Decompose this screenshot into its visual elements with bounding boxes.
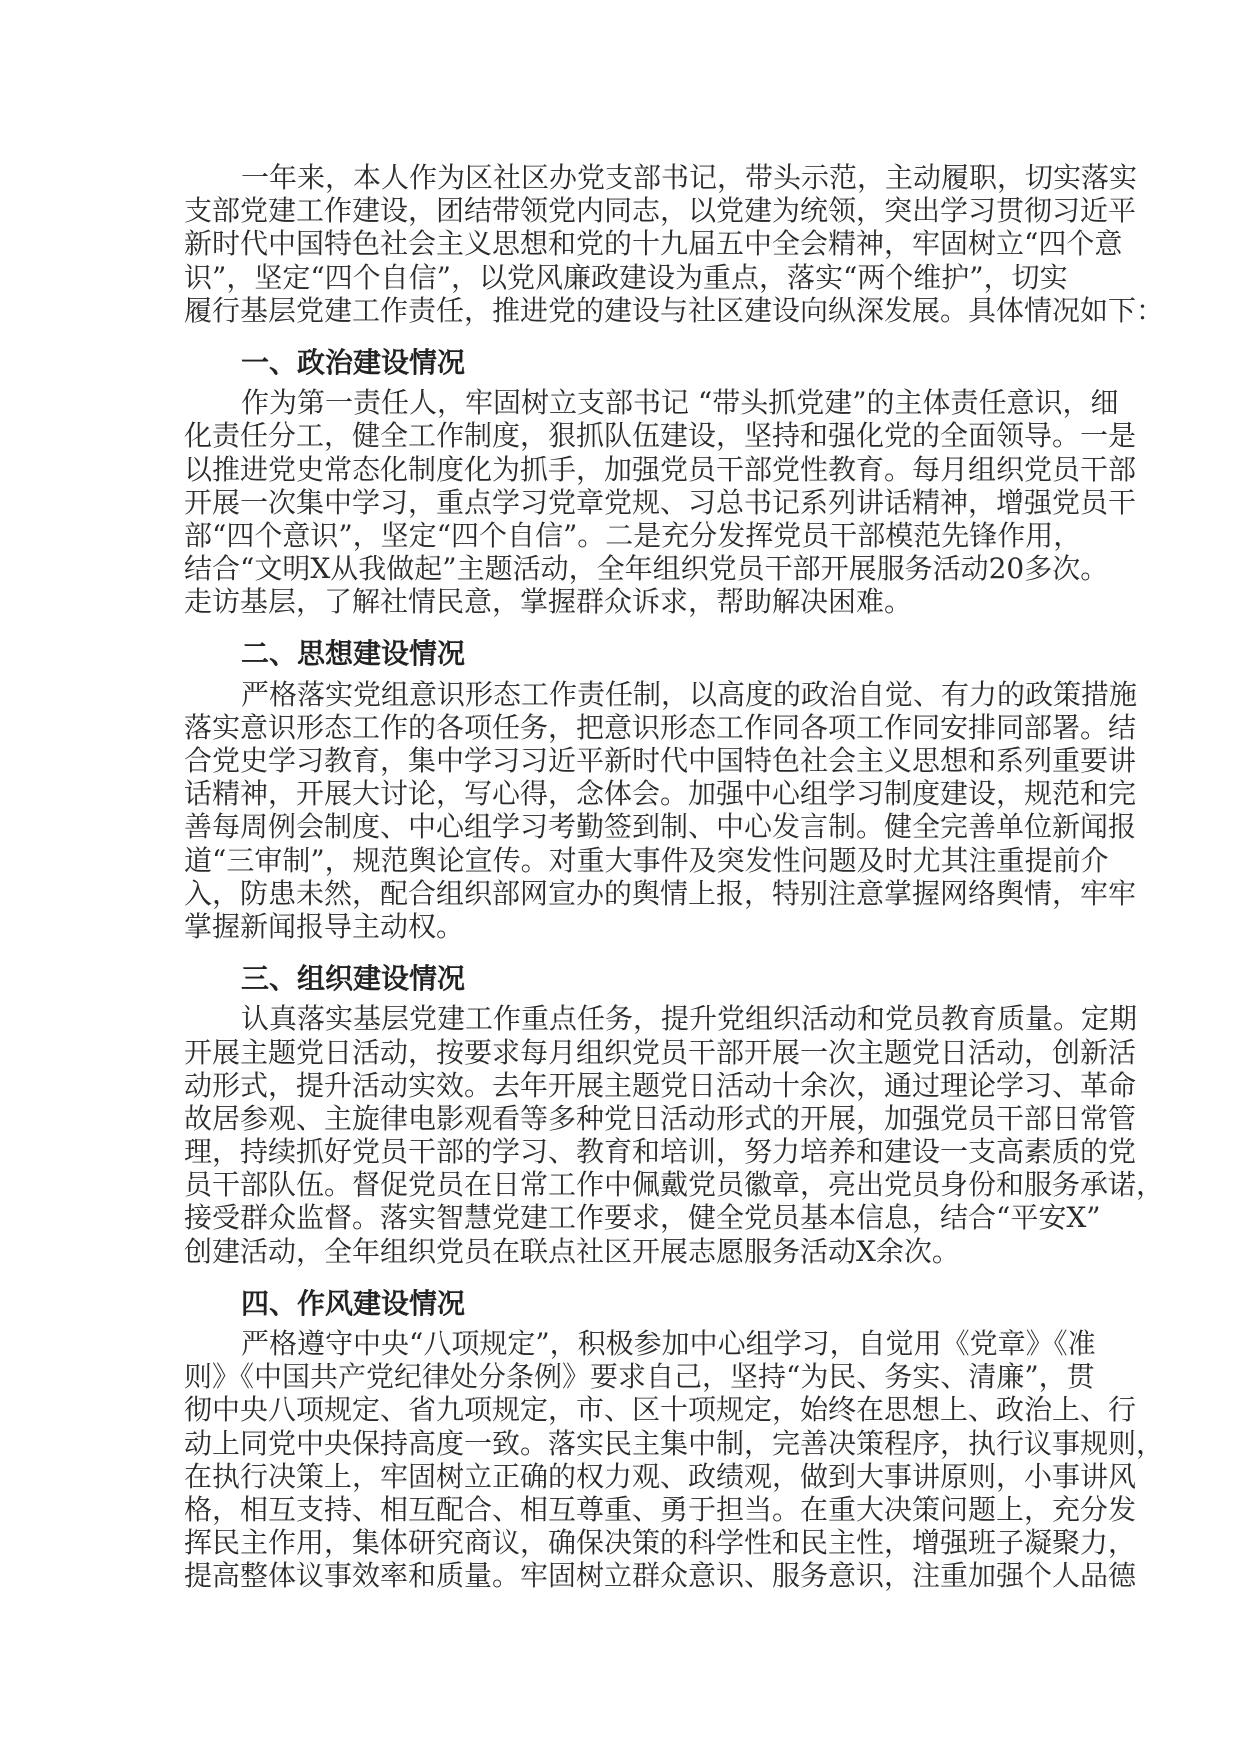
paragraph-line: 认真落实基层党建工作重点任务，提升党组织活动和党员教育质量。定期 (241, 1002, 1138, 1036)
paragraph-line: 一年来，本人作为区社区办党支部书记，带头示范，主动履职，切实落实 (241, 161, 1138, 194)
paragraph-line: 创建活动，全年组织党员在联点社区开展志愿服务活动X余次。 (184, 1234, 960, 1268)
paragraph-line: 部“四个意识”，坚定“四个自信”。二是充分发挥党员干部模范先锋作用， (184, 518, 1082, 552)
paragraph-line: 话精神，开展大讨论，写心得，念体会。加强中心组学习制度建设，规范和完 (184, 777, 1137, 811)
paragraph-line: 掌握新闻报导主动权。 (184, 909, 465, 943)
body-paragraph (184, 1002, 1165, 1268)
body-paragraph (184, 161, 1165, 327)
paragraph-line: 严格遵守中央“八项规定”，积极参加中心组学习，自觉用《党章》《准 (241, 1327, 1096, 1361)
document-body (184, 161, 1165, 1593)
paragraph-line: 结合“文明X从我做起”主题活动，全年组织党员干部开展服务活动20多次。 (184, 552, 1109, 586)
paragraph-line: 挥民主作用，集体研究商议，确保决策的科学性和民主性，增强班子凝聚力， (184, 1526, 1137, 1560)
paragraph-line: 支部党建工作建设，团结带领党内同志，以党建为统领，突出学习贯彻习近平 (184, 194, 1137, 228)
paragraph-line: 开展一次集中学习，重点学习党章党规、习总书记系列讲话精神，增强党员干 (184, 485, 1137, 519)
paragraph-line: 作为第一责任人，牢固树立支部书记 “带头抓党建”的主体责任意识，细 (241, 386, 1119, 420)
paragraph-line: 员干部队伍。督促党员在日常工作中佩戴党员徽章，亮出党员身份和服务承诺， (184, 1168, 1165, 1202)
section-heading-3: 三、组织建设情况 (241, 962, 466, 996)
paragraph-line: 提高整体议事效率和质量。牢固树立群众意识、服务意识，注重加强个人品德 (184, 1559, 1137, 1593)
paragraph-line: 落实意识形态工作的各项任务，把意识形态工作同各项工作同安排同部署。结 (184, 710, 1137, 744)
paragraph-line: 善每周例会制度、中心组学习考勤签到制、中心发言制。健全完善单位新闻报 (184, 810, 1137, 844)
body-paragraph (184, 677, 1138, 944)
body-paragraph (184, 386, 1137, 619)
paragraph-line: 严格落实党组意识形态工作责任制，以高度的政治自觉、有力的政策措施 (241, 677, 1138, 711)
paragraph-line: 理，持续抓好党员干部的学习、教育和培训，努力培养和建设一支高素质的党 (184, 1135, 1137, 1169)
paragraph-line: 识”，坚定“四个自信”，以党风廉政建设为重点，落实“两个维护”，切实 (184, 260, 1068, 294)
paragraph-line: 动形式，提升活动实效。去年开展主题党日活动十余次，通过理论学习、革命 (184, 1068, 1137, 1102)
paragraph-line: 动上同党中央保持高度一致。落实民主集中制，完善决策程序，执行议事规则， (184, 1426, 1165, 1460)
paragraph-line: 开展主题党日活动，按要求每月组织党员干部开展一次主题党日活动，创新活 (184, 1035, 1137, 1069)
paragraph-line: 化责任分工，健全工作制度，狠抓队伍建设，坚持和强化党的全面领导。一是 (184, 419, 1137, 453)
section-heading-4: 四、作风建设情况 (241, 1286, 466, 1320)
paragraph-line: 则》《中国共产党纪律处分条例》要求自己，坚持“为民、务实、清廉”，贯 (184, 1360, 1095, 1394)
paragraph-line: 故居参观、主旋律电影观看等多种党日活动形式的开展，加强党员干部日常管 (184, 1101, 1137, 1135)
section-heading-2: 二、思想建设情况 (241, 637, 466, 671)
paragraph-line: 新时代中国特色社会主义思想和党的十九届五中全会精神，牢固树立“四个意 (184, 227, 1123, 261)
paragraph-line: 格，相互支持、相互配合、相互尊重、勇于担当。在重大决策问题上，充分发 (184, 1493, 1137, 1526)
paragraph-line: 履行基层党建工作责任，推进党的建设与社区建设向纵深发展。具体情况如下： (184, 293, 1165, 327)
paragraph-line: 走访基层，了解社情民意，掌握群众诉求，帮助解决困难。 (184, 585, 913, 619)
paragraph-line: 彻中央八项规定、省九项规定，市、区十项规定，始终在思想上、政治上、行 (184, 1393, 1137, 1427)
body-paragraph (184, 1327, 1165, 1593)
paragraph-line: 以推进党史常态化制度化为抓手，加强党员干部党性教育。每月组织党员干部 (184, 452, 1137, 486)
paragraph-line: 在执行决策上，牢固树立正确的权力观、政绩观，做到大事讲原则，小事讲风 (184, 1459, 1137, 1493)
paragraph-line: 合党史学习教育，集中学习习近平新时代中国特色社会主义思想和系列重要讲 (184, 744, 1137, 778)
paragraph-line: 道“三审制”，规范舆论宣传。对重大事件及突发性问题及时尤其注重提前介 (184, 843, 1109, 877)
paragraph-line: 接受群众监督。落实智慧党建工作要求，健全党员基本信息，结合“平安X” (184, 1201, 1101, 1235)
paragraph-line: 入，防患未然，配合组织部网宣办的舆情上报，特别注意掌握网络舆情，牢牢 (184, 876, 1137, 910)
section-heading-1: 一、政治建设情况 (241, 345, 466, 379)
